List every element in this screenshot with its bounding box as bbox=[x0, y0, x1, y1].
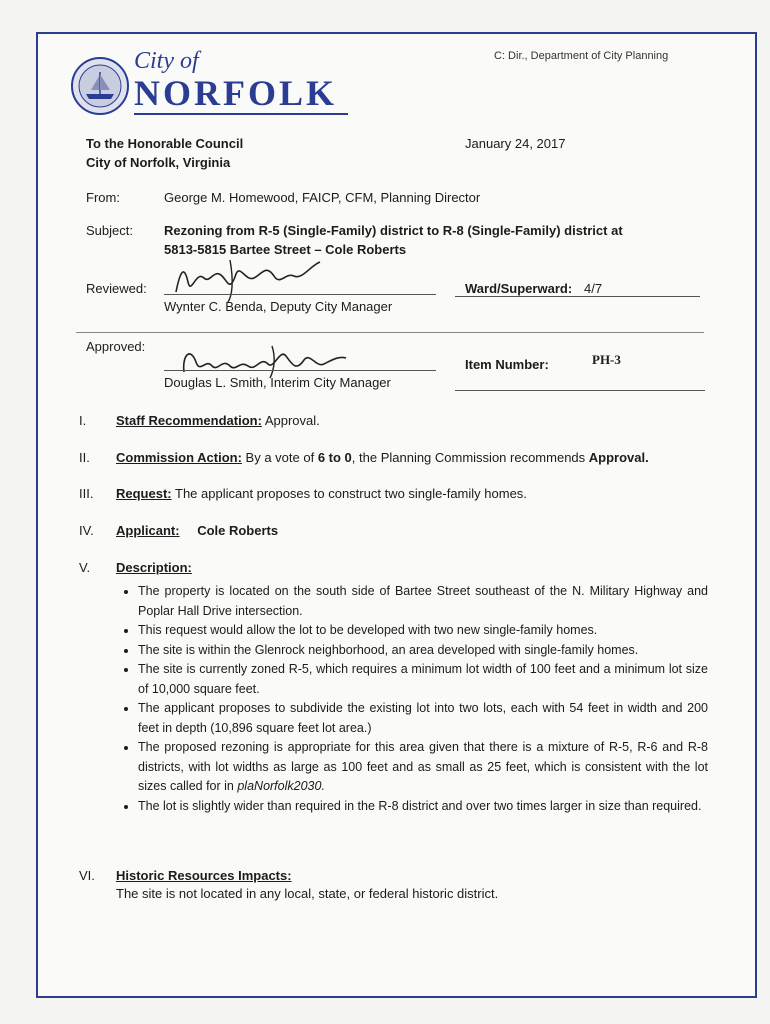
list-item: • The property is located on the south side of Bartee Street southeast of the N. Military Highway and Poplar Hall Drive intersection. bbox=[138, 582, 708, 621]
item-rule bbox=[455, 390, 705, 391]
section-1-number: I. bbox=[79, 413, 87, 428]
item-number-label: Item Number: bbox=[465, 357, 549, 372]
section-4-text: Cole Roberts bbox=[197, 523, 279, 538]
cc-line: C: Dir., Department of City Planning bbox=[494, 50, 669, 62]
section-2-vote: 6 to 0 bbox=[317, 450, 352, 465]
section-3-number: III. bbox=[79, 486, 94, 501]
list-item: • The site is currently zoned R-5, which requires a minimum lot width of 100 feet and a minimum lot size of 10,000 square feet. bbox=[138, 660, 708, 699]
approved-signature-line bbox=[164, 370, 436, 371]
plan-name: plaNorfolk2030. bbox=[237, 779, 325, 793]
section-2-line bbox=[116, 450, 649, 465]
reviewed-signature-line bbox=[164, 294, 436, 295]
memo-date: January 24, 2017 bbox=[465, 136, 566, 151]
section-6-text: The site is not located in any local, state, or federal historic district. bbox=[116, 886, 499, 901]
section-6-title: Historic Resources Impacts: bbox=[116, 868, 292, 883]
description-list bbox=[116, 582, 708, 816]
section-6-number: VI. bbox=[79, 868, 95, 883]
item-number-value: PH-3 bbox=[592, 352, 621, 367]
section-2-text-a: By a vote of bbox=[245, 450, 318, 465]
from-label: From: bbox=[86, 190, 120, 205]
header-divider bbox=[76, 332, 704, 333]
list-item-text: The proposed rezoning is appropriate for this area given that there is a mixture of R-5, R-6 and R-8 districts, with lot widths as large as 100 feet and as small as 25 feet, which is consistent with the lot sizes called for in bbox=[138, 740, 708, 793]
subject-line1: Rezoning from R-5 (Single-Family) district to R-8 (Single-Family) district at bbox=[164, 223, 623, 238]
section-1-text: Approval. bbox=[264, 413, 320, 428]
section-1-line bbox=[116, 413, 320, 428]
section-3-text: The applicant proposes to construct two single-family homes. bbox=[175, 486, 527, 501]
section-5-number: V. bbox=[79, 560, 91, 575]
section-4-line bbox=[116, 523, 278, 538]
list-item: • The site is within the Glenrock neighborhood, an area developed with single-family homes. bbox=[138, 641, 708, 661]
list-item: • The lot is slightly wider than required in the R-8 district and over two times larger in size than required. bbox=[138, 797, 708, 817]
logo-city-of: City of bbox=[134, 48, 199, 74]
list-item bbox=[138, 738, 708, 797]
list-item: • This request would allow the lot to be developed with two new single-family homes. bbox=[138, 621, 708, 641]
page-border bbox=[36, 32, 757, 998]
section-4-number: IV. bbox=[79, 523, 94, 538]
reviewed-label: Reviewed: bbox=[86, 281, 147, 296]
section-2-title: Commission Action: bbox=[116, 450, 242, 465]
city-seal-icon bbox=[70, 56, 130, 116]
section-1-title: Staff Recommendation: bbox=[116, 413, 262, 428]
section-2-text-b: , the Planning Commission recommends bbox=[351, 450, 589, 465]
reviewer-signature bbox=[170, 252, 340, 304]
ward-value: 4/7 bbox=[584, 281, 603, 296]
approver-signature bbox=[176, 338, 356, 380]
section-5-title: Description: bbox=[116, 560, 192, 575]
section-2-decision: Approval. bbox=[588, 450, 649, 465]
reviewer-name: Wynter C. Benda, Deputy City Manager bbox=[164, 299, 393, 314]
subject-label: Subject: bbox=[86, 223, 133, 238]
approved-label: Approved: bbox=[86, 339, 146, 354]
list-item: • The applicant proposes to subdivide the existing lot into two lots, each with 54 feet in width and 200 feet in depth (10,896 square feet lot area.) bbox=[138, 699, 708, 738]
logo-norfolk: NORFOLK bbox=[134, 73, 338, 113]
approver-name: Douglas L. Smith, Interim City Manager bbox=[164, 375, 391, 390]
ward-label: Ward/Superward: bbox=[465, 281, 573, 296]
subject-line2: 5813-5815 Bartee Street – Cole Roberts bbox=[164, 242, 407, 257]
section-3-line bbox=[116, 486, 527, 501]
section-3-title: Request: bbox=[116, 486, 172, 501]
recipient-line1: To the Honorable Council bbox=[86, 136, 244, 151]
from-value: George M. Homewood, FAICP, CFM, Planning Director bbox=[164, 190, 481, 205]
ward-rule bbox=[455, 296, 700, 297]
recipient-line2: City of Norfolk, Virginia bbox=[86, 155, 231, 170]
logo-underline bbox=[134, 113, 348, 115]
section-2-number: II. bbox=[79, 450, 90, 465]
section-4-title: Applicant: bbox=[116, 523, 180, 538]
